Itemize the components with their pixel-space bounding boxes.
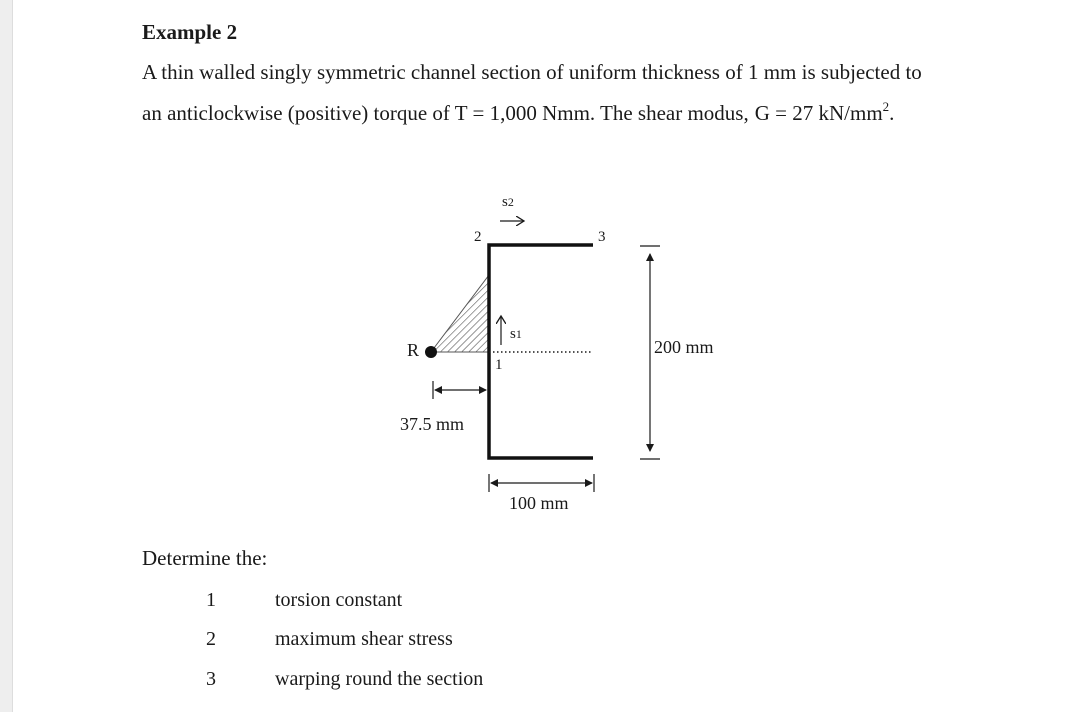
s2-letter: s: [502, 194, 508, 210]
height-dimension-label: 200 mm: [654, 337, 714, 357]
question-number-3: 3: [206, 668, 216, 690]
question-text-1: torsion constant: [275, 589, 403, 611]
determine-heading: Determine the:: [142, 546, 268, 570]
question-text-3: warping round the section: [275, 668, 484, 690]
s1-letter: s: [510, 326, 516, 342]
node-label-3: 3: [598, 229, 606, 245]
s1-label: [510, 326, 522, 343]
node-label-1: 1: [495, 357, 503, 373]
s2-label: [502, 194, 514, 211]
question-number-2: 2: [206, 628, 216, 650]
question-number-1: 1: [206, 589, 216, 611]
swept-area-hatch: [431, 275, 489, 352]
example-heading: Example 2: [142, 20, 238, 44]
s1-subscript: 1: [515, 327, 522, 341]
width-dimension-label: 100 mm: [509, 493, 569, 513]
shear-modulus-value: G = 27 kN/mm: [754, 101, 883, 125]
shear-center-point: [425, 346, 437, 358]
node-label-2: 2: [474, 229, 482, 245]
question-text-2: maximum shear stress: [275, 628, 453, 650]
shear-modulus-exponent: 2: [882, 99, 890, 114]
s2-subscript: 2: [507, 195, 514, 209]
shear-center-label: R: [407, 340, 420, 360]
offset-dimension-label: 37.5 mm: [400, 414, 465, 434]
problem-line-2-text: an anticlockwise (positive) torque of T = 1,000 Nmm. The shear modus,: [142, 101, 749, 125]
problem-line-1: A thin walled singly symmetric channel section of uniform thickness of 1 mm is subjected to: [142, 60, 922, 84]
problem-line-2-end: .: [889, 101, 895, 125]
